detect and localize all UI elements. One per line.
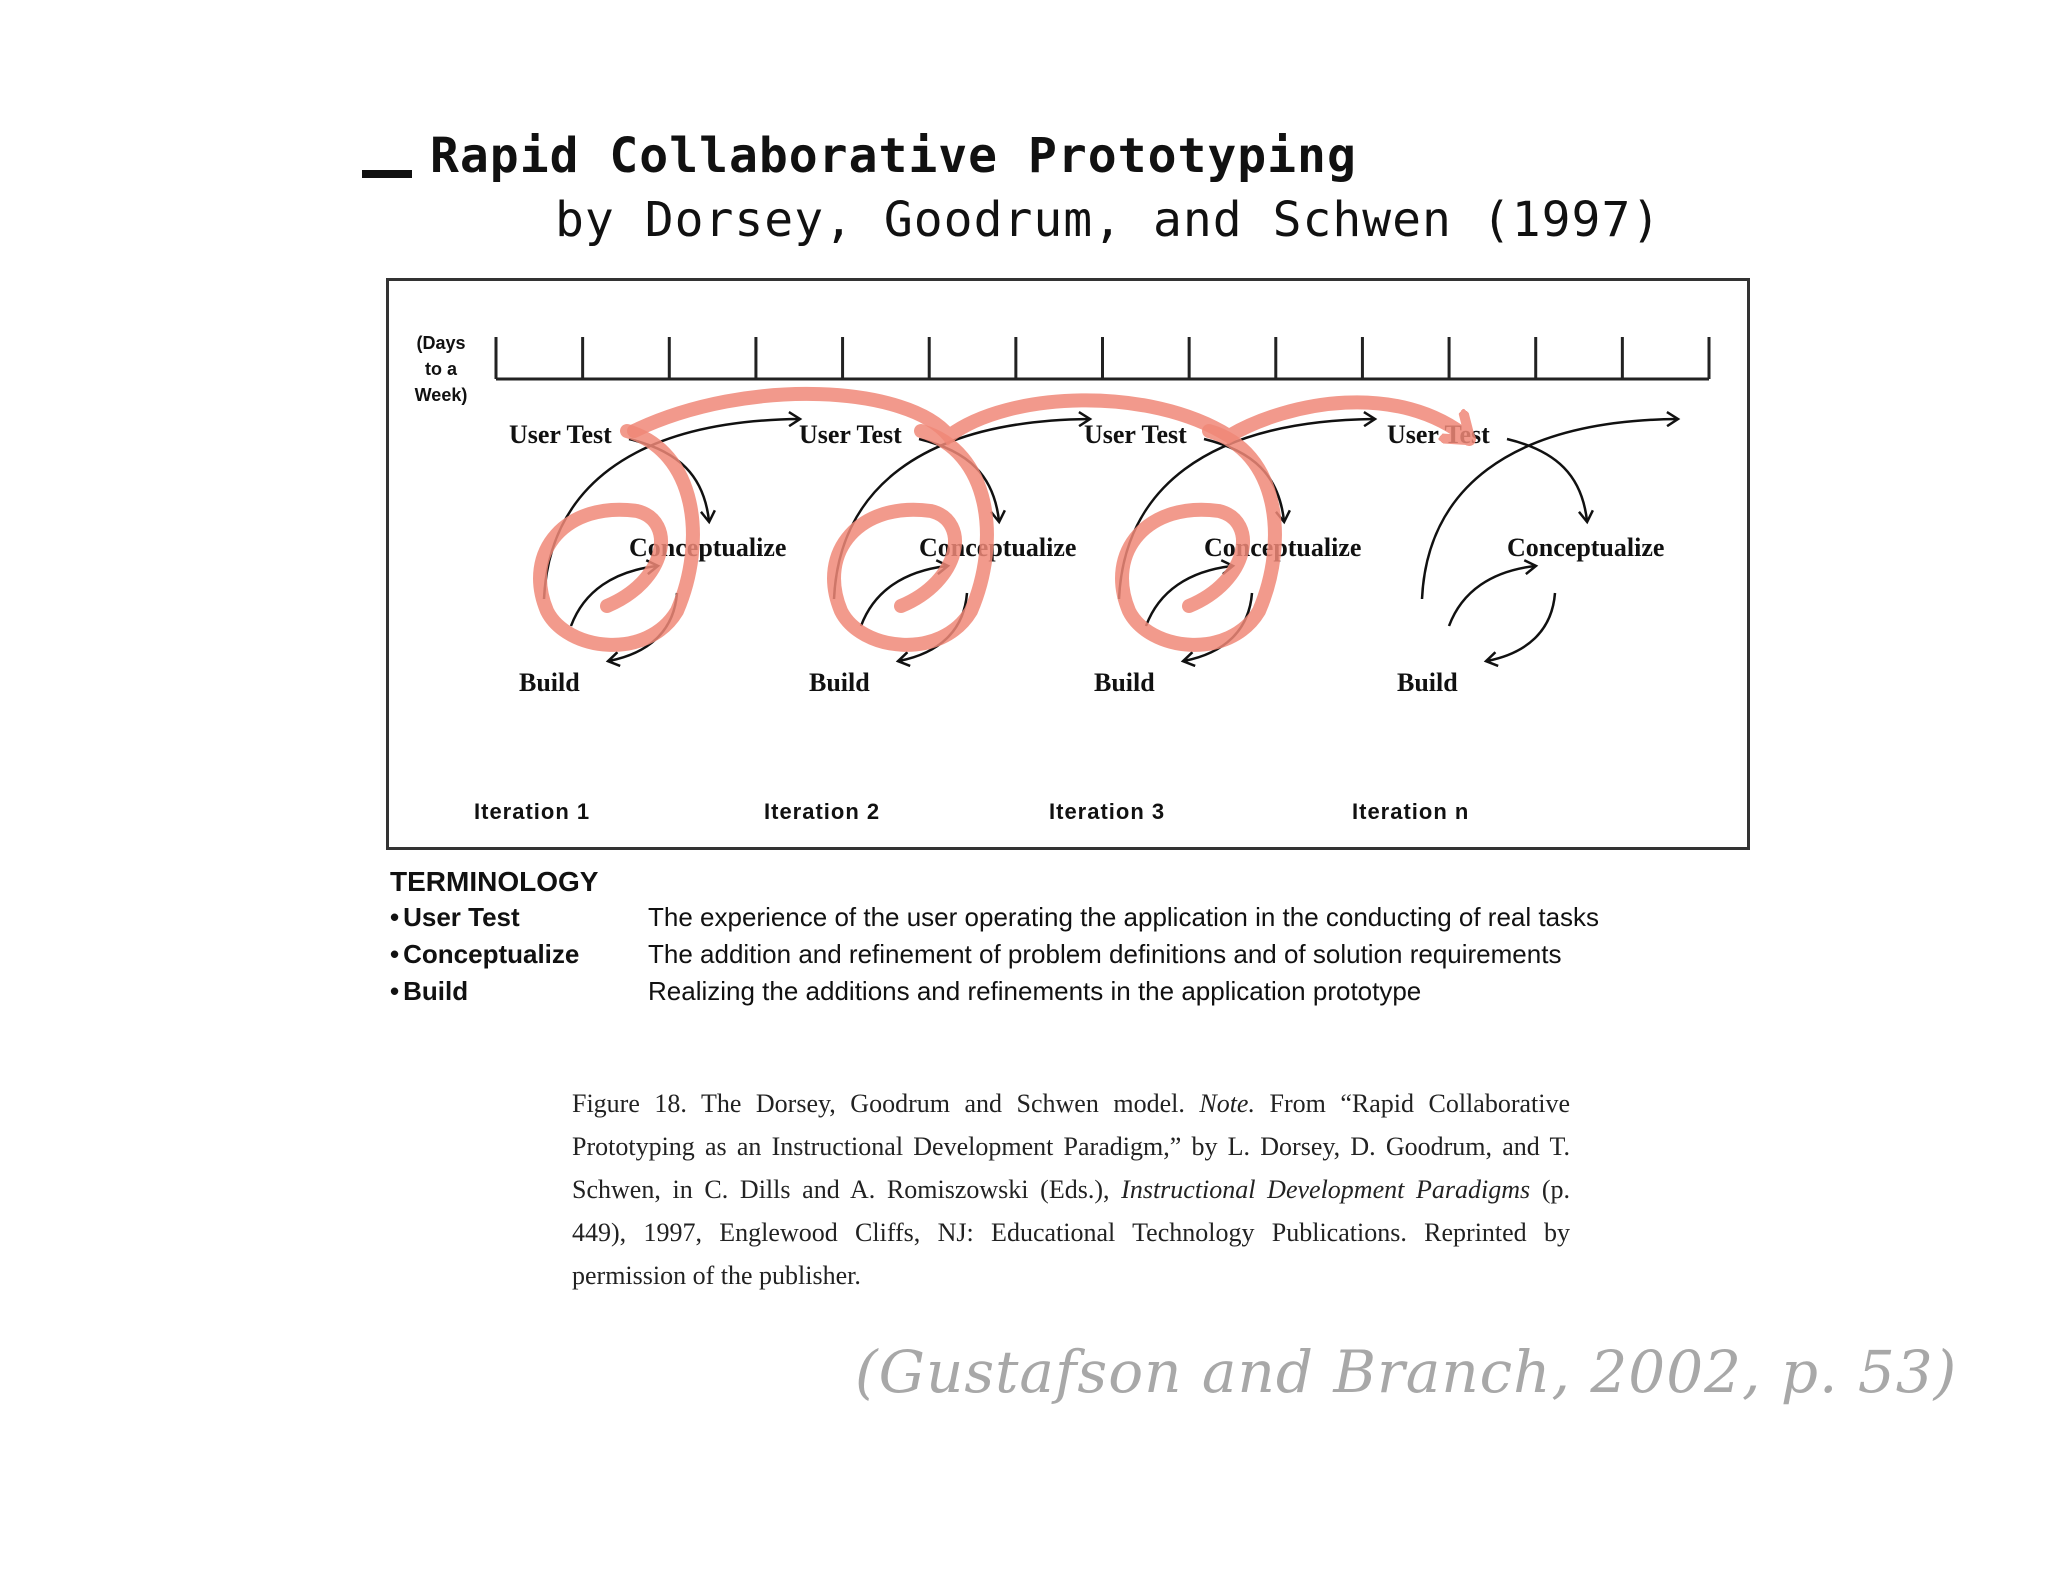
iteration-cycle	[474, 419, 799, 824]
iteration-label: Iteration 2	[764, 799, 881, 824]
user-test-label: User Test	[799, 420, 902, 449]
iteration-label: Iteration 1	[474, 799, 591, 824]
conceptualize-label: Conceptualize	[919, 533, 1077, 562]
ruler-label-line: Week)	[414, 385, 468, 405]
term-definition: The experience of the user operating the application in the conducting of real tasks	[648, 902, 1600, 932]
conceptualize-label: Conceptualize	[629, 533, 787, 562]
handdrawn-annotation	[540, 394, 1469, 645]
caption-text: The Dorsey, Goodrum and Schwen model.	[700, 1089, 1185, 1118]
arrow-to-build	[1487, 593, 1555, 661]
user-test-label: User Test	[509, 420, 612, 449]
figure-caption	[572, 1082, 1570, 1297]
term-name: • User Test	[390, 902, 520, 933]
figure-label: Figure 18.	[572, 1089, 687, 1118]
annotation-arc	[634, 394, 1469, 439]
build-label: Build	[1094, 668, 1155, 697]
time-ruler	[496, 337, 1709, 379]
note-label: Note.	[1199, 1089, 1255, 1118]
caption-text: From “Rapid Collaborative Prototyping as an Instructional Development Paradigm,” by L. Dorsey, D. Goodrum, and T. Schwen, in C. Dills and A. Romiszowski (Eds.),	[572, 1089, 1571, 1204]
book-title: Instructional Development Paradigms	[1121, 1175, 1531, 1204]
conceptualize-label: Conceptualize	[1507, 533, 1665, 562]
handwritten-citation: (Gustafson and Branch, 2002, p. 53)	[855, 1338, 1958, 1406]
ruler-label-line: to a	[424, 359, 458, 379]
term-name: • Build	[390, 976, 468, 1007]
user-test-label: User Test	[1387, 420, 1490, 449]
build-label: Build	[519, 668, 580, 697]
build-label: Build	[809, 668, 870, 697]
terminology-row	[390, 939, 1790, 975]
conceptualize-label: Conceptualize	[1204, 533, 1362, 562]
term-definition: The addition and refinement of problem definitions and of solution requirements	[648, 939, 1562, 969]
iteration-label: Iteration n	[1352, 799, 1470, 824]
terminology-row	[390, 976, 1790, 1012]
ruler-label	[415, 333, 468, 405]
slide-subtitle: by Dorsey, Goodrum, and Schwen (1997)	[555, 192, 1662, 248]
user-test-label: User Test	[1084, 420, 1187, 449]
iteration-cycle	[1049, 419, 1374, 824]
iteration-cycle	[764, 419, 1089, 824]
caption-text: (p. 449), 1997, Englewood Cliffs, NJ: Educational Technology Publications. Reprinted by permission of the publisher.	[572, 1175, 1571, 1290]
terminology-header: TERMINOLOGY	[390, 866, 599, 897]
title-dash	[362, 170, 412, 178]
build-label: Build	[1397, 668, 1458, 697]
diagram-canvas	[389, 281, 1753, 853]
ruler-label-line: (Days	[416, 333, 466, 353]
term-definition: Realizing the additions and refinements in the application prototype	[648, 976, 1422, 1006]
term-name: • Conceptualize	[390, 939, 579, 970]
iteration-label: Iteration 3	[1049, 799, 1166, 824]
terminology-row	[390, 902, 1790, 938]
slide-title: Rapid Collaborative Prototyping	[430, 128, 1357, 184]
iteration-cycle	[1352, 419, 1677, 824]
model-diagram	[386, 278, 1750, 850]
arrow-build-to-conceptualize	[1449, 566, 1535, 626]
iteration-cycles	[474, 419, 1677, 824]
